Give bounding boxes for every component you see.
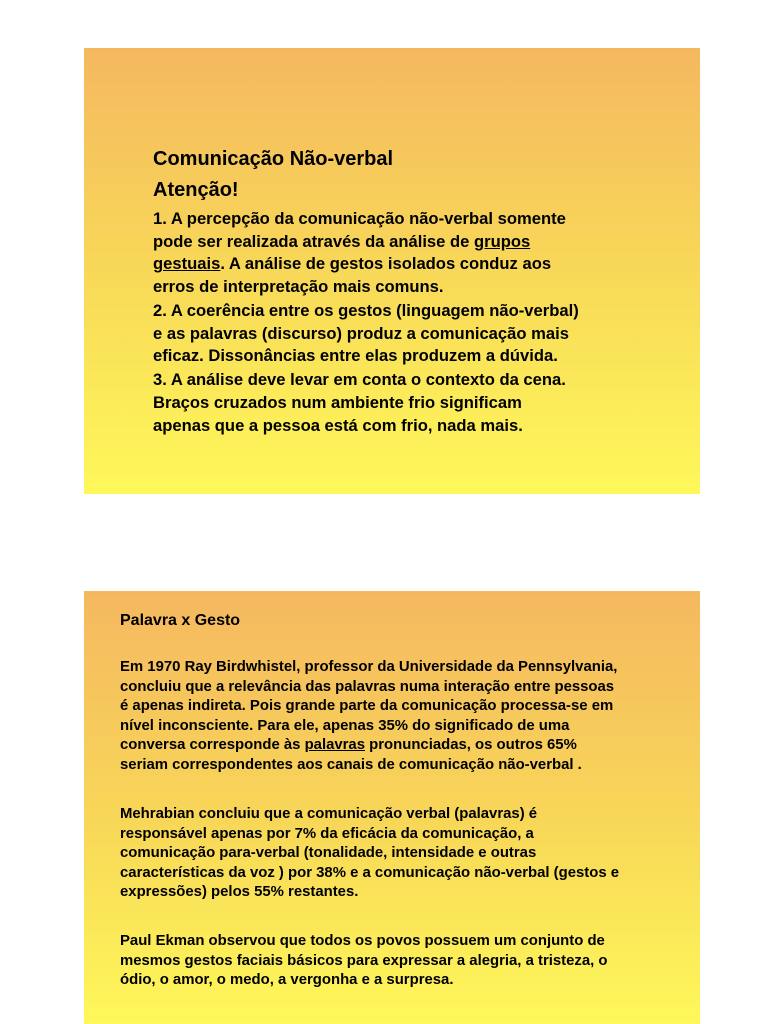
- slide-subtitle: Atenção!: [153, 179, 239, 201]
- list-item-line: 2. A coerência entre os gestos (linguagem não-verbal): [153, 300, 579, 320]
- paragraph-mehrabian: [120, 805, 680, 903]
- paragraph-line: [120, 736, 680, 756]
- paragraph-line: comunicação para-verbal (tonalidade, intensidade e outras: [120, 845, 537, 861]
- list-item: [153, 300, 653, 368]
- paragraph-birdwhistel: [120, 658, 680, 775]
- paragraph-line: responsável apenas por 7% da eficácia da comunicação, a: [120, 825, 534, 842]
- paragraph-text: pronunciadas, os outros 65%: [365, 737, 577, 753]
- paragraph-line: é apenas indireta. Pois grande parte da comunicação processa-se em: [120, 698, 614, 714]
- list-item: [153, 208, 653, 298]
- paragraph-line: concluiu que a relevância das palavras numa interação entre pessoas: [120, 678, 615, 695]
- paragraph-text: conversa corresponde às: [120, 737, 305, 753]
- list-item-line: 1. A percepção da comunicação não-verbal somente: [153, 209, 566, 228]
- paragraph-line: Mehrabian concluiu que a comunicação verbal (palavras) é: [120, 806, 538, 822]
- list-item-line: [153, 231, 653, 254]
- list-item-line: 3. A análise deve levar em conta o contexto da cena.: [153, 370, 566, 390]
- slide-word-vs-gesture: [84, 591, 700, 1024]
- list-item-line: [153, 253, 653, 276]
- underlined-term: grupos: [473, 231, 531, 251]
- paragraph-line: ódio, o amor, o medo, a vergonha e a surpresa.: [120, 972, 454, 988]
- paragraph-line: Paul Ekman observou que todos os povos possuem um conjunto de: [120, 933, 605, 949]
- underlined-term: gestuais: [153, 254, 221, 274]
- underlined-term: palavras: [304, 737, 365, 753]
- paragraph-line: seriam correspondentes aos canais de comunicação não-verbal .: [120, 756, 582, 773]
- list-item: [153, 369, 653, 437]
- paragraph-line: mesmos gestos faciais básicos para expressar a alegria, a tristeza, o: [120, 952, 608, 969]
- list-item-line: erros de interpretação mais comuns.: [153, 276, 444, 296]
- paragraph-line: expressões) pelos 55% restantes.: [120, 884, 359, 900]
- list-item-line: Braços cruzados num ambiente frio significam: [153, 392, 522, 412]
- list-item-line: apenas que a pessoa está com frio, nada mais.: [153, 415, 523, 435]
- slide-nonverbal-communication: [84, 48, 700, 494]
- attention-list: [153, 208, 653, 439]
- list-item-text: . A análise de gestos isolados conduz aos: [220, 254, 552, 274]
- paragraph-line: Em 1970 Ray Birdwhistel, professor da Universidade da Pennsylvania,: [120, 659, 618, 675]
- paragraph-ekman: [120, 932, 680, 991]
- paragraph-line: características da voz ) por 38% e a comunicação não-verbal (gestos e: [120, 864, 620, 881]
- list-item-line: eficaz. Dissonâncias entre elas produzem a dúvida.: [153, 346, 558, 366]
- list-item-text: pode ser realizada através da análise de: [153, 231, 474, 251]
- paragraph-line: nível inconsciente. Para ele, apenas 35% do significado de uma: [120, 717, 570, 734]
- list-item-line: e as palavras (discurso) produz a comunicação mais: [153, 323, 569, 343]
- slide-title: Palavra x Gesto: [120, 612, 241, 629]
- slide-title: Comunicação Não-verbal: [153, 148, 394, 170]
